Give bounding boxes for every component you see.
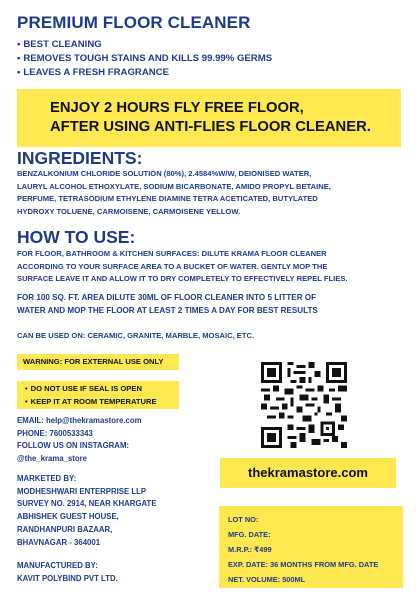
ingredients-line: PERFUME, TETRASODIUM ETHYLENE DIAMINE TETRA ACETICATED, BUTYLATED [17,194,318,204]
ingredients-line: BENZALKONIUM CHLORIDE SOLUTION (80%), 2.4584%W/W, DEIONISED WATER, [17,169,312,178]
net-volume: NET. VOLUME: 500ML [228,575,306,584]
marketed-by-line: SURVEY NO. 2914, NEAR KHARGATE [17,499,157,509]
caution-box [17,381,179,409]
usage-line: ACCORDING TO YOUR SURFACE AREA TO A BUCKET OF WATER. GENTLY MOP THE [17,261,328,271]
ingredients-line: HYDROXY TOLUENE, CARMOISENE, CARMOISENE YELLOW. [17,207,241,217]
feature-item: • REMOVES TOUGH STAINS AND KILLS 99.99% GERMS [17,52,272,66]
marketed-by-line: RANDHANPURI BAZAAR, [17,524,113,534]
usage-line: FOR 100 SQ. FT. AREA DILUTE 30ML OF FLOOR CLEANER INTO 5 LITTER OF [17,293,317,302]
surfaces-text: CAN BE USED ON: CERAMIC, GRANITE, MARBLE, MOSAIC, ETC. [17,331,255,340]
caution-item: • KEEP IT AT ROOM TEMPERATURE [25,395,179,408]
warning-label: WARNING: FOR EXTERNAL USE ONLY [17,354,179,370]
qr-code-icon [261,362,347,448]
how-to-use-heading: HOW TO USE: [17,227,136,247]
contact-info [17,415,142,466]
lot-number: LOT NO: [228,515,259,524]
feature-item: • BEST CLEANING [17,38,272,52]
usage-line: FOR FLOOR, BATHROOM & KITCHEN SURFACES: DILUTE KRAMA FLOOR CLEANER [17,249,327,258]
marketed-by-line: BHAVNAGAR - 364001 [17,537,101,547]
how-to-use-paragraph-2 [17,292,318,317]
ingredients-line: LAURYL ALCOHOL ETHOXYLATE, SODIUM BICARBONATE, AMIDO PROPYL BETAINE, [17,181,331,191]
expiry-date: EXP. DATE: 36 MONTHS FROM MFG. DATE [228,560,379,569]
mfg-date: MFG. DATE: [228,530,271,539]
ingredients-text [17,168,331,219]
usage-line: SURFACE LEAVE IT AND ALLOW IT TO DRY COMPLETELY TO EFFECTIVELY REPEL FLIES. [17,274,348,284]
banner-line: ENJOY 2 HOURS FLY FREE FLOOR, [50,100,304,116]
feature-item: • LEAVES A FRESH FRAGRANCE [17,66,272,80]
banner-line: AFTER USING ANTI-FLIES FLOOR CLEANER. [50,119,371,135]
email-text: EMAIL: help@thekramastore.com [17,416,142,425]
instagram-label: FOLLOW US ON INSTAGRAM: [17,441,130,451]
mrp-price: M.R.P.: ₹499 [228,545,272,554]
product-title: PREMIUM FLOOR CLEANER [17,13,251,32]
usage-line: WATER AND MOP THE FLOOR AT LEAST 2 TIMES A DAY FOR BEST RESULTS [17,305,318,315]
marketed-by-line: MARKETED BY: [17,474,77,483]
ingredients-heading: INGREDIENTS: [17,148,143,168]
instagram-handle: @the_krama_store [17,454,88,464]
manufactured-by-line: KAVIT POLYBIND PVT LTD. [17,573,118,583]
marketed-by [17,473,157,549]
fly-free-banner [17,89,401,147]
manufactured-by [17,560,118,585]
phone-text: PHONE: 7600533343 [17,428,93,438]
marketed-by-line: MODHESHWARI ENTERPRISE LLP [17,486,147,496]
marketed-by-line: ABHISHEK GUEST HOUSE, [17,512,119,522]
manufactured-by-line: MANUFACTURED BY: [17,561,98,570]
website-link[interactable]: thekramastore.com [220,458,396,488]
batch-info-box [219,506,403,588]
caution-item: • DO NOT USE IF SEAL IS OPEN [25,382,179,395]
feature-list [17,38,272,80]
how-to-use-paragraph-1 [17,248,348,286]
